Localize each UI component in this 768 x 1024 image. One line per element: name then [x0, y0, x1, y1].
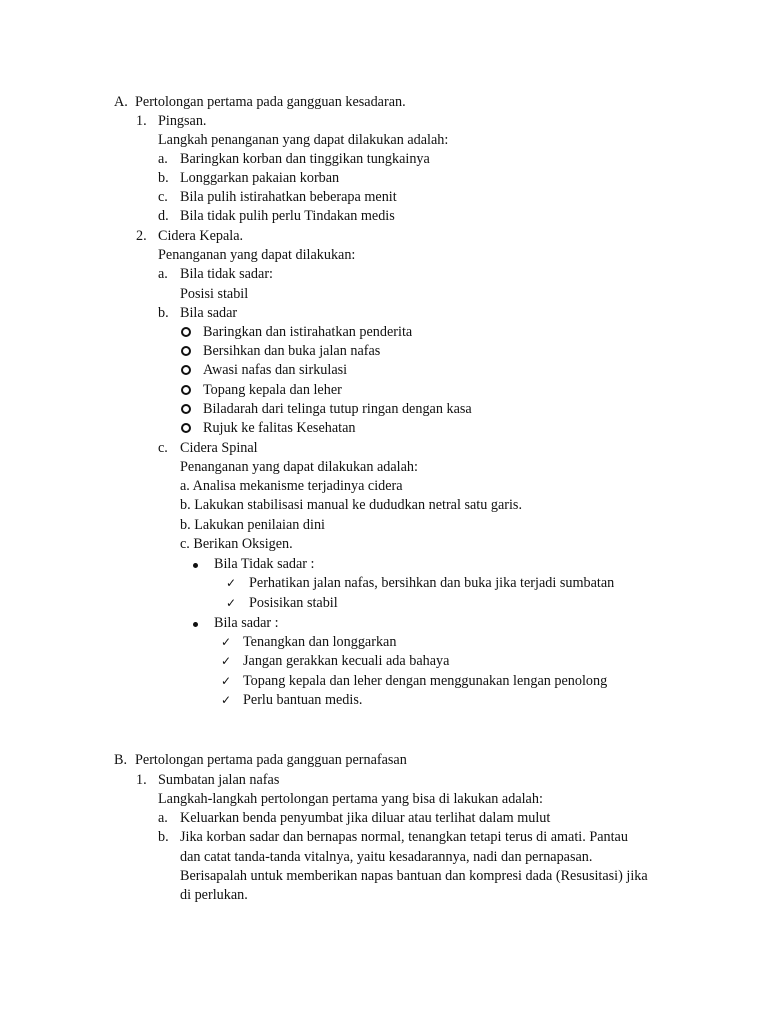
subitem-c-text: Cidera Spinal [180, 440, 258, 456]
item-b1-marker: 1. [136, 772, 147, 788]
subitem-a-marker: a. [158, 810, 168, 826]
check-text: Posisikan stabil [249, 595, 338, 611]
subitem-c-marker: c. [158, 440, 168, 456]
check-text: Perlu bantuan medis. [243, 692, 363, 708]
bullet-text: Rujuk ke falitas Kesehatan [203, 420, 356, 436]
subitem-a-marker: a. [158, 266, 168, 282]
step-marker: b. [158, 170, 169, 186]
bullet-text: Bersihkan dan buka jalan nafas [203, 343, 381, 359]
step-text: Bila pulih istirahatkan beberapa menit [180, 189, 397, 205]
item-b1-intro: Langkah-langkah pertolongan pertama yang bisa di lakukan adalah: [158, 791, 543, 807]
paragraph-line: Berisapalah untuk memberikan napas bantuan dan kompresi dada (Resusitasi) jika [180, 868, 648, 884]
checkmark-icon: ✓ [221, 674, 232, 688]
step-marker: a. [158, 151, 168, 167]
subitem-c-intro: Penanganan yang dapat dilakukan adalah: [180, 459, 418, 475]
subitem-a-text: Keluarkan benda penyumbat jika diluar atau terlihat dalam mulut [180, 810, 551, 826]
item-a2-intro: Penanganan yang dapat dilakukan: [158, 247, 356, 263]
check-text: Jangan gerakkan kecuali ada bahaya [243, 653, 450, 669]
hollow-bullet-icon [181, 385, 191, 395]
item-a1-title: Pingsan. [158, 113, 207, 129]
subitem-a-text: Bila tidak sadar: [180, 266, 273, 282]
unconscious-label: Bila Tidak sadar : [214, 556, 315, 572]
step-marker: c. [158, 189, 168, 205]
item-a1-marker: 1. [136, 113, 147, 129]
item-a1-intro: Langkah penanganan yang dapat dilakukan adalah: [158, 132, 449, 148]
checkmark-icon: ✓ [221, 635, 232, 649]
hollow-bullet-icon [181, 423, 191, 433]
step-marker: d. [158, 208, 169, 224]
check-text: Tenangkan dan longgarkan [243, 634, 397, 650]
subitem-b-marker: b. [158, 305, 169, 321]
item-a2-marker: 2. [136, 228, 147, 244]
check-text: Topang kepala dan leher dengan menggunakan lengan penolong [243, 673, 608, 689]
step-text: Longgarkan pakaian korban [180, 170, 340, 186]
checkmark-icon: ✓ [221, 654, 232, 668]
bullet-text: Biladarah dari telinga tutup ringan dengan kasa [203, 401, 472, 417]
bullet-text: Awasi nafas dan sirkulasi [203, 362, 348, 378]
hollow-bullet-icon [181, 404, 191, 414]
bullet-text: Topang kepala dan leher [203, 382, 342, 398]
subitem-b-marker: b. [158, 829, 169, 845]
item-b1-title: Sumbatan jalan nafas [158, 772, 280, 788]
section-b-marker: B. [114, 752, 128, 768]
subitem-a-detail: Posisi stabil [180, 286, 249, 302]
hollow-bullet-icon [181, 346, 191, 356]
paragraph-line: Jika korban sadar dan bernapas normal, tenangkan tetapi terus di amati. Pantau [180, 829, 628, 845]
bullet-dot-icon [193, 622, 198, 627]
spinal-step: b. Lakukan penilaian dini [180, 517, 325, 533]
item-a2-title: Cidera Kepala. [158, 228, 244, 244]
section-a-title: Pertolongan pertama pada gangguan kesadaran. [135, 94, 406, 110]
spinal-step: b. Lakukan stabilisasi manual ke dududkan netral satu garis. [180, 497, 522, 513]
paragraph-line: di perlukan. [180, 887, 248, 903]
spinal-step: a. Analisa mekanisme terjadinya cidera [180, 478, 403, 494]
step-text: Bila tidak pulih perlu Tindakan medis [180, 208, 395, 224]
paragraph-line: dan catat tanda-tanda vitalnya, yaitu kesadarannya, nadi dan pernapasan. [180, 849, 593, 865]
hollow-bullet-icon [181, 327, 191, 337]
check-text: Perhatikan jalan nafas, bersihkan dan buka jika terjadi sumbatan [249, 575, 615, 591]
step-text: Baringkan korban dan tinggikan tungkainya [180, 151, 430, 167]
spinal-step: c. Berikan Oksigen. [180, 536, 293, 552]
conscious-label: Bila sadar : [214, 615, 279, 631]
checkmark-icon: ✓ [226, 596, 237, 610]
section-a-marker: A. [114, 94, 128, 110]
section-b-title: Pertolongan pertama pada gangguan pernafasan [135, 752, 407, 768]
hollow-bullet-icon [181, 365, 191, 375]
checkmark-icon: ✓ [226, 576, 237, 590]
checkmark-icon: ✓ [221, 693, 232, 707]
subitem-b-text: Bila sadar [180, 305, 238, 321]
bullet-dot-icon [193, 563, 198, 568]
bullet-text: Baringkan dan istirahatkan penderita [203, 324, 413, 340]
